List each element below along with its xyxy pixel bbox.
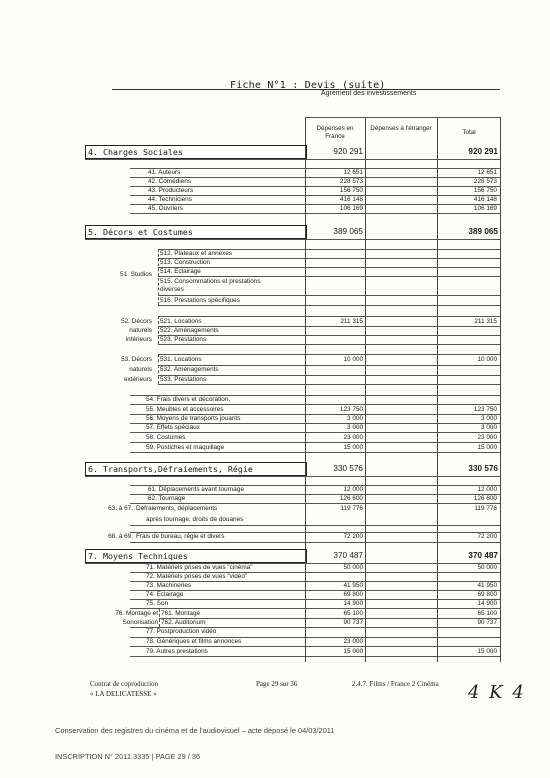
- row-france: 15 000: [343, 444, 363, 451]
- row-rule: [158, 344, 500, 345]
- row-label: diverses: [160, 286, 184, 293]
- row-total: 12 651: [477, 169, 497, 176]
- row-total: 228 573: [473, 178, 497, 185]
- row-label: 75. Son: [146, 600, 169, 607]
- col-header-total: Total: [462, 129, 476, 136]
- row-total: 50 000: [477, 564, 497, 571]
- row-rule: [130, 608, 500, 609]
- row-label: 58. Costumes: [146, 434, 186, 441]
- row-label: 512. Plateaux et annexes: [160, 250, 233, 257]
- section-6-rule: [85, 476, 500, 477]
- group-decors-ext: naturels: [129, 366, 152, 373]
- group-63-67: 63. à 67.: [108, 505, 133, 512]
- row-label: 44. Techniciens: [148, 196, 192, 203]
- group-studios: 51. Studios: [120, 271, 152, 278]
- section-7-france: 370 487: [333, 551, 363, 560]
- handwritten-mark: 4 K 4: [468, 682, 526, 703]
- row-france: 72 200: [343, 533, 363, 540]
- row-label: Frais de bureau, régie et divers: [136, 533, 225, 540]
- row-france: 228 573: [339, 178, 363, 185]
- footer-film: « LA DELICATESSE »: [90, 690, 157, 698]
- row-total: 14 900: [477, 600, 497, 607]
- row-label: 45. Ouvriers: [148, 205, 183, 212]
- row-label: 57. Effets spéciaux: [146, 424, 200, 431]
- row-france: 211 315: [340, 318, 363, 325]
- row-label: 74. Eclairage: [146, 591, 184, 598]
- row-label: 523. Prestations: [160, 336, 207, 343]
- inscription-line: INSCRIPTION N° 2011.3335 | PAGE 29 / 36: [55, 752, 201, 761]
- section-4-rule: [85, 159, 500, 160]
- page-subtitle: Agrément des investissements: [321, 90, 417, 97]
- row-france: 3 000: [347, 424, 363, 431]
- row-france: 3 000: [347, 415, 363, 422]
- row-rule: [158, 267, 500, 268]
- row-france: 50 000: [343, 564, 363, 571]
- row-label: 532. Aménagements: [160, 366, 219, 373]
- group-68-69: 68. à 69.: [108, 533, 133, 540]
- row-france: 416 148: [339, 196, 363, 203]
- row-france: 41 950: [343, 582, 363, 589]
- row-label: 56. Moyens de transports jouants: [146, 415, 241, 422]
- footer-page: Page 29 sur 36: [256, 680, 298, 688]
- row-rule: [130, 452, 500, 453]
- row-france: 156 750: [339, 187, 363, 194]
- row-label: 62. Tournage: [148, 495, 186, 502]
- row-label: 59. Postiches et maquillage: [146, 444, 225, 451]
- row-france: 23 000: [343, 638, 363, 645]
- page-title: Fiche N°1 : Devis (suite): [230, 80, 386, 91]
- section-4-france: 920 291: [333, 147, 363, 156]
- row-france: 15 000: [343, 648, 363, 655]
- row-france: 23 000: [343, 434, 363, 441]
- row-label: 762. Auditorium: [161, 619, 206, 626]
- row-rule: [130, 525, 500, 526]
- section-5-rule: [85, 239, 500, 240]
- row-total: 15 000: [477, 444, 497, 451]
- row-label: 73. Machineries: [146, 582, 192, 589]
- row-total: 106 169: [473, 205, 497, 212]
- row-rule: [158, 305, 500, 306]
- row-france: 14 900: [343, 600, 363, 607]
- row-rule: [158, 316, 500, 317]
- row-label: 41. Auteurs: [148, 169, 181, 176]
- section-5-total: 389 065: [468, 227, 498, 236]
- footer-contract: Contrat de coproduction: [90, 680, 159, 688]
- section-4-total: 920 291: [468, 147, 498, 156]
- row-label: 513. Construction: [160, 259, 211, 266]
- row-total: 15 000: [477, 648, 497, 655]
- row-total: 126 600: [473, 495, 497, 502]
- row-rule: [130, 656, 500, 657]
- row-label: 42. Comédiens: [148, 178, 191, 185]
- row-label: 77. Postproduction vidéo: [146, 628, 217, 635]
- row-label: 514. Eclairage: [160, 268, 201, 275]
- row-rule: [130, 213, 500, 214]
- row-total: 69 800: [477, 591, 497, 598]
- row-france: 119 776: [340, 505, 363, 512]
- row-total: 12 000: [477, 486, 497, 493]
- row-rule: [158, 375, 500, 376]
- row-label: 515. Consommations et prestations: [160, 278, 261, 285]
- bracket-line: [158, 354, 159, 384]
- row-label: 55. Meubles et accessoires: [146, 406, 224, 413]
- row-france: 126 600: [339, 495, 363, 502]
- row-label: après tournage, droits de douanes: [146, 516, 244, 523]
- row-rule: [130, 646, 500, 647]
- section-4-title: 4. Charges Sociales: [88, 147, 183, 157]
- row-label: 61. Déplacements avant tournage: [148, 486, 244, 493]
- section-6-title: 6. Transports,Défraiements, Régie: [88, 464, 253, 474]
- section-7-total: 370 487: [468, 551, 498, 560]
- row-rule: [130, 432, 500, 433]
- row-label: 533. Prestations: [160, 376, 207, 383]
- row-france: 12 000: [343, 486, 363, 493]
- row-rule: [158, 335, 500, 336]
- section-6-france: 330 576: [333, 464, 363, 473]
- row-total: 90 737: [477, 619, 497, 626]
- row-total: 123 750: [473, 406, 497, 413]
- row-rule: [130, 404, 500, 405]
- row-total: 10 000: [477, 356, 497, 363]
- row-rule: [158, 384, 500, 385]
- row-label: 72. Matériels prises de vues "vidéo": [146, 573, 248, 580]
- row-france: 65 100: [343, 610, 363, 617]
- row-label: 54. Frais divers et décoration,: [146, 396, 231, 403]
- row-total: 3 000: [481, 415, 497, 422]
- row-total: 416 148: [473, 196, 497, 203]
- row-france: 90 737: [343, 619, 363, 626]
- group-montage: 76. Montage et: [115, 610, 158, 617]
- row-rule: [130, 503, 500, 504]
- section-5-france: 389 065: [333, 227, 363, 236]
- row-total: 41 950: [477, 582, 497, 589]
- section-7-title: 7. Moyens Techniques: [88, 551, 188, 561]
- row-label: 521. Locations: [160, 318, 202, 325]
- group-decors-ext: 53. Décors: [121, 356, 152, 363]
- row-france: 12 651: [343, 169, 363, 176]
- col-line-right: [500, 117, 501, 662]
- table-top-rule: [305, 117, 500, 118]
- group-decors-ext: extérieurs: [123, 376, 152, 383]
- row-rule: [158, 295, 500, 296]
- row-label: 79. Autres prestations: [146, 648, 208, 655]
- row-label: 516. Prestations spécifiques: [160, 297, 240, 304]
- registry-note: Conservation des registres du cinéma et de l'audiovisuel – acte déposé le 04/03/2011: [55, 726, 335, 735]
- row-total: 211 315: [474, 318, 497, 325]
- row-rule: [130, 442, 500, 443]
- row-label: 71. Matériels prises de vues "cinéma": [146, 564, 253, 571]
- row-total: 65 100: [477, 610, 497, 617]
- group-decors-int: 52. Décors: [121, 318, 152, 325]
- col-header-etranger: Dépenses à l'étranger: [370, 125, 432, 132]
- section-5-title: 5. Décors et Costumes: [88, 227, 193, 237]
- row-france: 123 750: [339, 406, 363, 413]
- group-decors-int: intérieurs: [125, 336, 152, 343]
- row-france: 10 000: [343, 356, 363, 363]
- row-rule: [158, 354, 500, 355]
- row-rule: [158, 276, 500, 277]
- row-france: 106 169: [339, 205, 363, 212]
- footer-ref: 2.4.7. Films / France 2 Cinéma: [352, 680, 439, 688]
- row-france: 69 800: [343, 591, 363, 598]
- row-total: 3 000: [481, 424, 497, 431]
- col-header-france: Dépenses en France: [316, 125, 354, 140]
- group-decors-int: naturels: [129, 327, 152, 334]
- row-total: 156 750: [473, 187, 497, 194]
- row-label: 78. Génériques et films annonces: [146, 638, 242, 645]
- group-sonorisation: Sonorisation: [122, 619, 158, 626]
- row-label: 43. Producteurs: [148, 187, 194, 194]
- row-total: 23 000: [477, 434, 497, 441]
- section-6-total: 330 576: [468, 464, 498, 473]
- header-rule: [112, 89, 500, 90]
- row-rule: [130, 542, 500, 543]
- row-total: 119 776: [474, 505, 497, 512]
- row-label: 531. Locations: [160, 356, 202, 363]
- row-total: 72 200: [477, 533, 497, 540]
- row-label: 522. Aménagements: [160, 327, 219, 334]
- row-label: Défraiements, déplacements: [136, 505, 218, 512]
- row-label: 761. Montage: [161, 610, 201, 617]
- bracket-line: [158, 316, 159, 344]
